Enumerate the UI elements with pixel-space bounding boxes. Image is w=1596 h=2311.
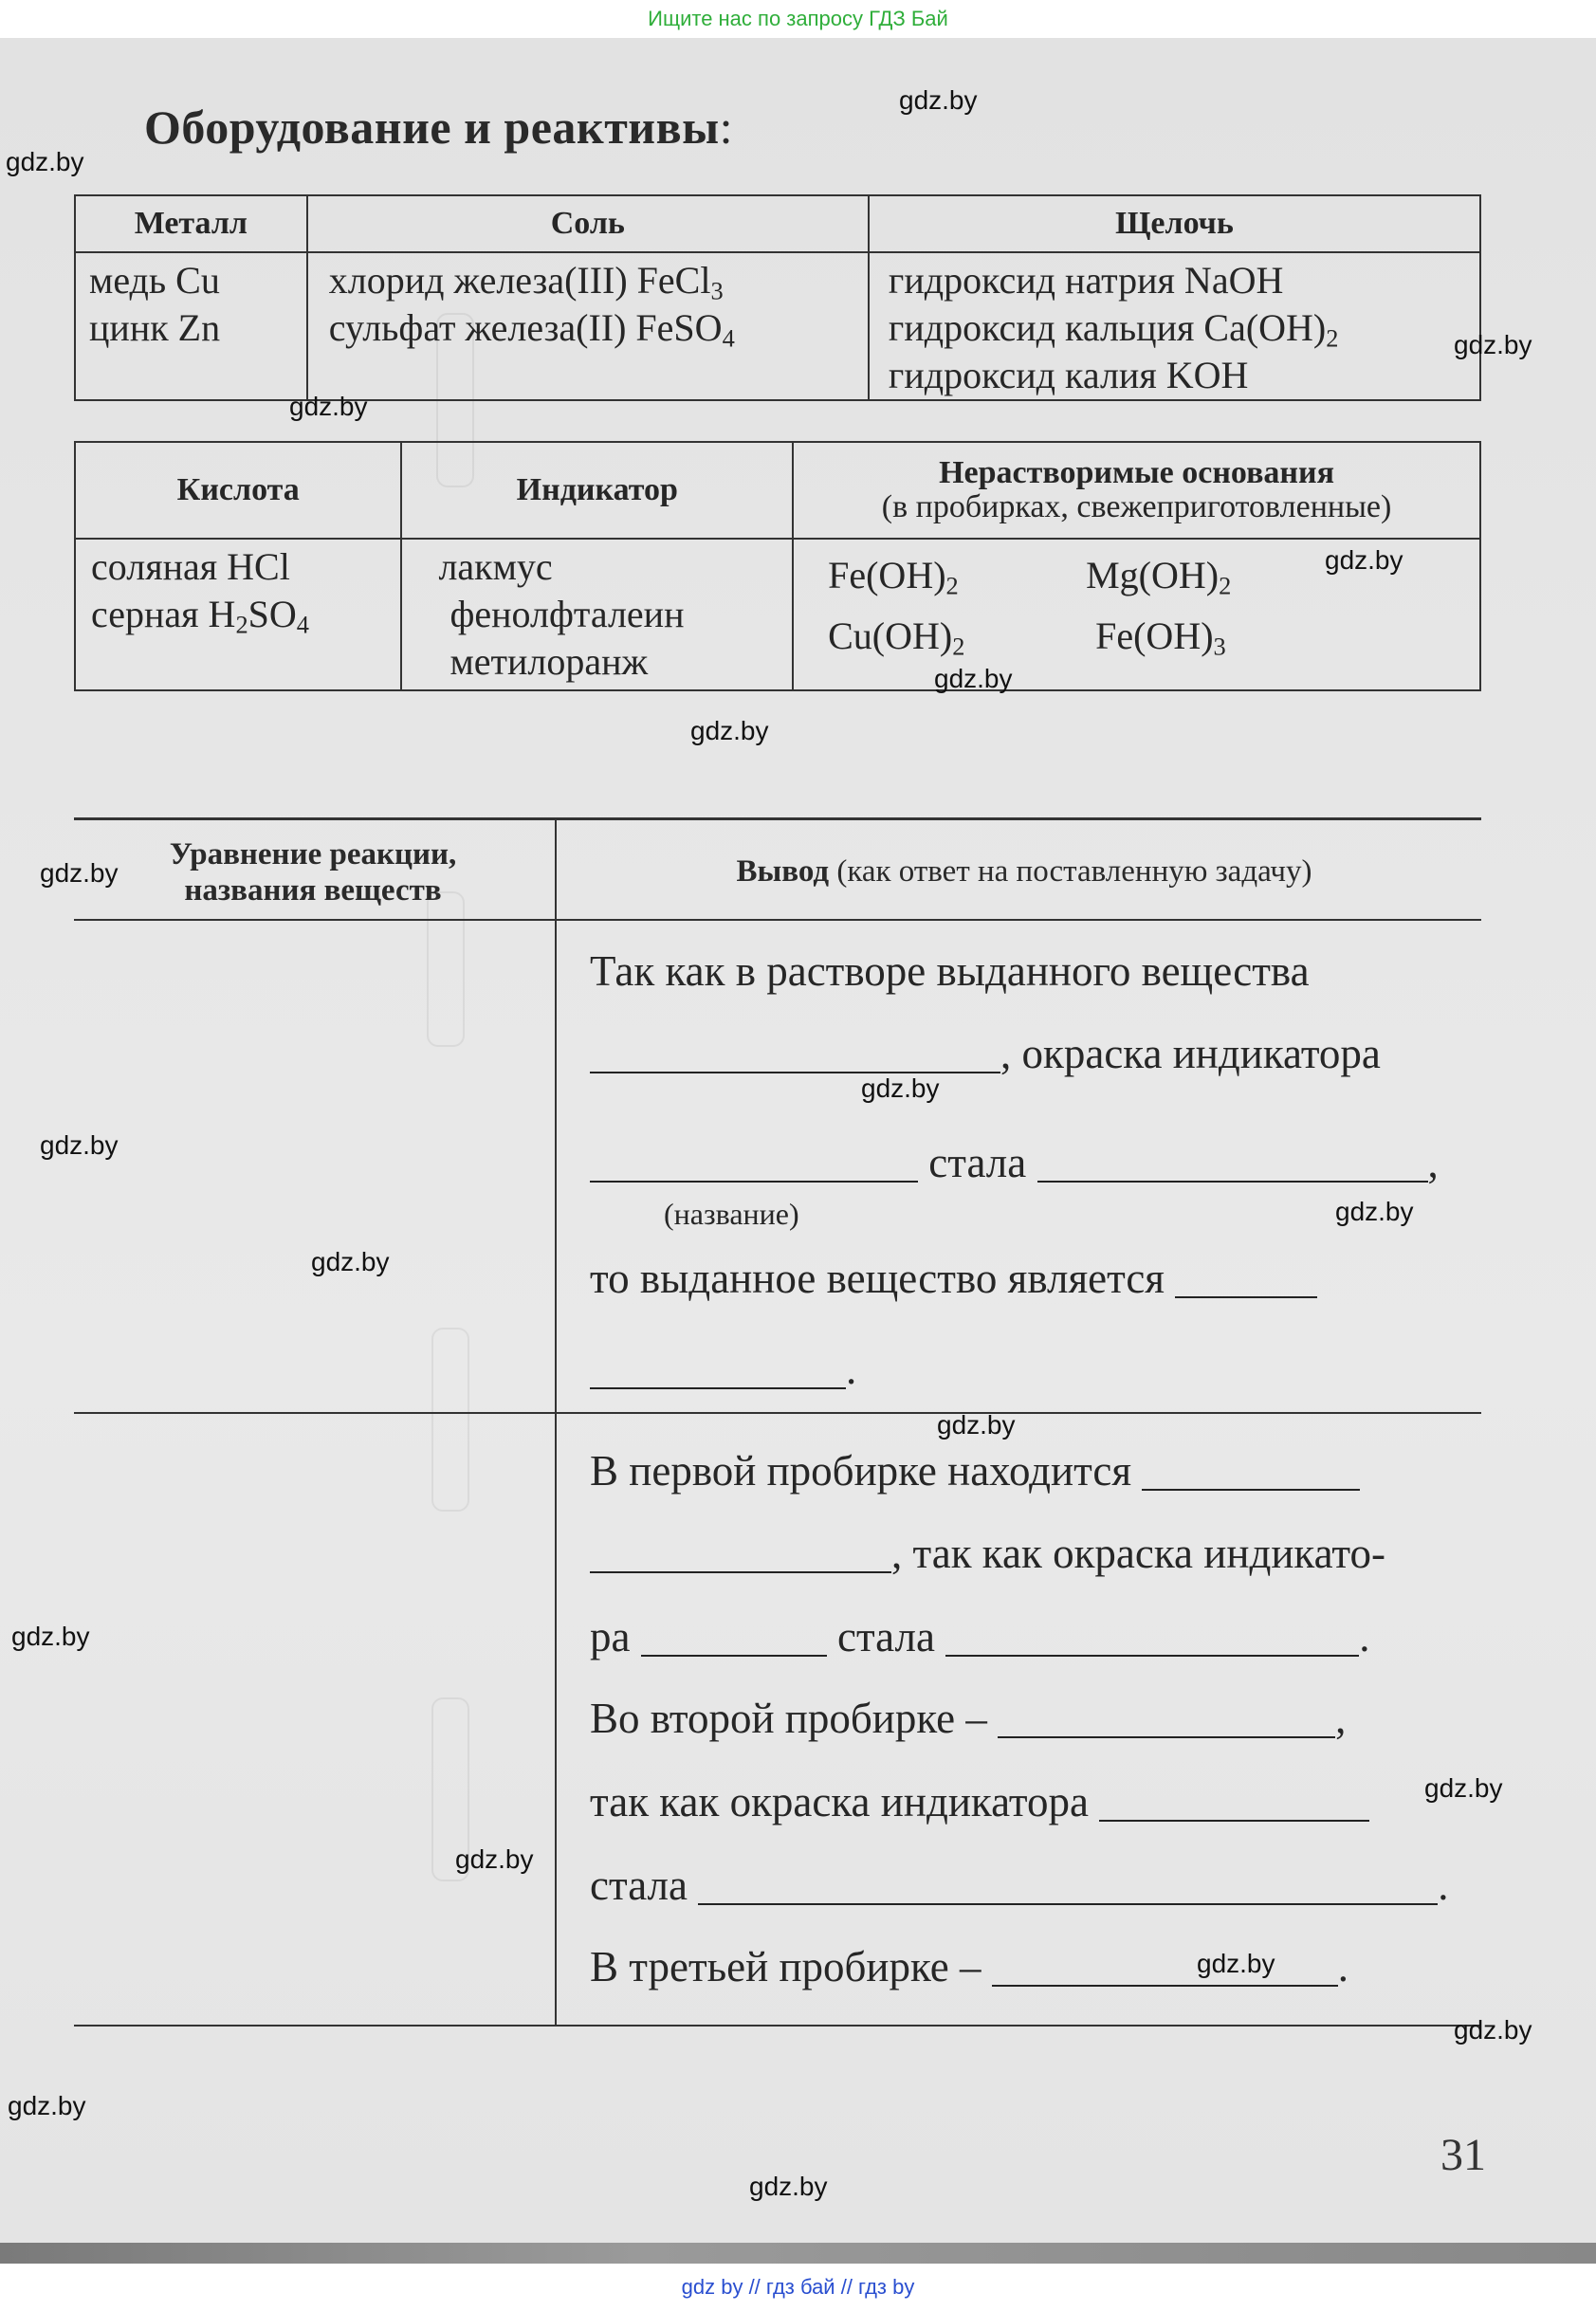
watermark: gdz.by xyxy=(1454,2015,1532,2045)
metals-cell xyxy=(75,252,307,400)
watermark: gdz.by xyxy=(1325,545,1403,575)
watermark: gdz.by xyxy=(8,2091,86,2120)
block2-line7: В третьей пробирке – . xyxy=(590,1943,1348,1990)
reagents-table-1 xyxy=(74,194,1481,401)
block1-line5: . xyxy=(590,1345,856,1394)
block1-line3: стала , xyxy=(590,1138,1439,1187)
alkali-item: гидроксид кальция $Ca(OH)_2$ xyxy=(888,306,1339,353)
block1-line1: Так как в растворе выданного вещества xyxy=(590,947,1310,995)
substance-blank[interactable] xyxy=(590,1346,846,1389)
watermark: gdz.by xyxy=(899,85,978,115)
watermark: gdz.by xyxy=(1197,1949,1275,1978)
watermark: gdz.by xyxy=(937,1410,1016,1440)
salt-item: сульфат железа(II) FeSO$_4$ xyxy=(328,306,735,353)
answer-blank[interactable] xyxy=(590,1530,891,1573)
header-indicator: Индикатор xyxy=(401,442,793,539)
alkali-item: гидроксид натрия NaOH xyxy=(888,259,1284,302)
metal-item: цинк Zn xyxy=(89,306,221,349)
indicators-cell xyxy=(401,539,793,690)
scan-edge-band xyxy=(0,2243,1596,2264)
page-number: 31 xyxy=(1440,2130,1486,2180)
indicator-item: метилоранж xyxy=(449,640,649,683)
footer-banner[interactable]: gdz by // гдз бай // гдз by xyxy=(681,2275,915,2299)
alkalis-cell xyxy=(869,252,1480,400)
alkali-item: гидроксид калия KOH xyxy=(888,354,1249,396)
answer-blank[interactable] xyxy=(992,1943,1338,1987)
indicator-item: фенолфталеин xyxy=(449,593,685,635)
header-alkali: Щелочь xyxy=(869,195,1480,252)
equipment-title: Оборудование и реактивы: xyxy=(144,101,734,154)
conclusion-column-header: Вывод (как ответ на поставленную задачу) xyxy=(736,854,1312,889)
indicator-name-blank[interactable] xyxy=(590,1139,918,1183)
equation-column-header: Уравнение реакции, названия веществ xyxy=(169,837,457,908)
answer-blank[interactable] xyxy=(1175,1255,1317,1298)
header-salt: Соль xyxy=(307,195,869,252)
watermark: gdz.by xyxy=(749,2172,828,2201)
acid-item: соляная HCl xyxy=(91,545,290,588)
header-acid: Кислота xyxy=(75,442,401,539)
watermark: gdz.by xyxy=(289,392,368,421)
salt-item: хлорид железа(III) FeCl$_3$ xyxy=(328,259,724,305)
bleed-through-shape xyxy=(427,891,465,1047)
top-banner[interactable]: Ищите нас по запросу ГДЗ Бай xyxy=(648,7,948,30)
base-item: $Mg(OH)_2$ xyxy=(1086,554,1232,600)
bleed-through-shape xyxy=(431,1328,469,1512)
indicator-item: лакмус xyxy=(438,545,553,588)
base-item: $Fe(OH)_3$ xyxy=(1095,614,1226,661)
color-blank[interactable] xyxy=(1037,1139,1428,1183)
block1-line4: то выданное вещество является xyxy=(590,1254,1317,1303)
block2-line5: так как окраска индикатора xyxy=(590,1777,1369,1826)
name-caption: (название) xyxy=(664,1197,799,1231)
header-bases: Нерастворимые основания (в пробирках, свежеприготовленные) xyxy=(793,442,1480,539)
block1-line2: , окраска индикатора xyxy=(590,1029,1381,1078)
watermark: gdz.by xyxy=(1454,330,1532,359)
acid-item: серная $H_2SO_4$ xyxy=(91,593,309,639)
watermark: gdz.by xyxy=(1424,1773,1503,1803)
answer-blank[interactable] xyxy=(1099,1778,1369,1822)
answer-blank[interactable] xyxy=(590,1030,1000,1073)
reagents-table-2 xyxy=(74,441,1481,691)
header-metal: Металл xyxy=(75,195,307,252)
section-header-rule xyxy=(74,919,1481,921)
watermark: gdz.by xyxy=(6,147,84,176)
salts-cell xyxy=(307,252,869,400)
section-bottom-rule xyxy=(74,2025,1481,2027)
base-item: $Fe(OH)_2$ xyxy=(828,554,959,600)
answer-blank[interactable] xyxy=(945,1613,1359,1657)
answer-blank[interactable] xyxy=(1142,1447,1360,1491)
watermark: gdz.by xyxy=(690,716,769,745)
column-divider xyxy=(555,819,557,2027)
answer-blank[interactable] xyxy=(998,1695,1335,1738)
block2-line1: В первой пробирке находится xyxy=(590,1446,1360,1495)
block2-line3: ра стала . xyxy=(590,1613,1370,1660)
watermark: gdz.by xyxy=(455,1844,534,1874)
watermark: gdz.by xyxy=(40,1130,119,1160)
watermark: gdz.by xyxy=(40,858,119,888)
section-top-rule xyxy=(74,817,1481,820)
watermark: gdz.by xyxy=(861,1073,940,1103)
block2-line2: , так как окраска индикато- xyxy=(590,1529,1385,1578)
watermark: gdz.by xyxy=(311,1247,390,1276)
answer-blank[interactable] xyxy=(641,1613,827,1657)
watermark: gdz.by xyxy=(11,1622,90,1651)
acids-cell xyxy=(75,539,401,690)
block2-line6: стала . xyxy=(590,1862,1449,1909)
base-item: $Cu(OH)_2$ xyxy=(828,614,965,661)
block2-line4: Во второй пробирке – , xyxy=(590,1695,1347,1742)
row-divider xyxy=(74,1412,1481,1414)
answer-blank[interactable] xyxy=(698,1862,1438,1905)
metal-item: медь Cu xyxy=(89,259,220,302)
watermark: gdz.by xyxy=(1335,1197,1414,1226)
watermark: gdz.by xyxy=(934,664,1013,693)
